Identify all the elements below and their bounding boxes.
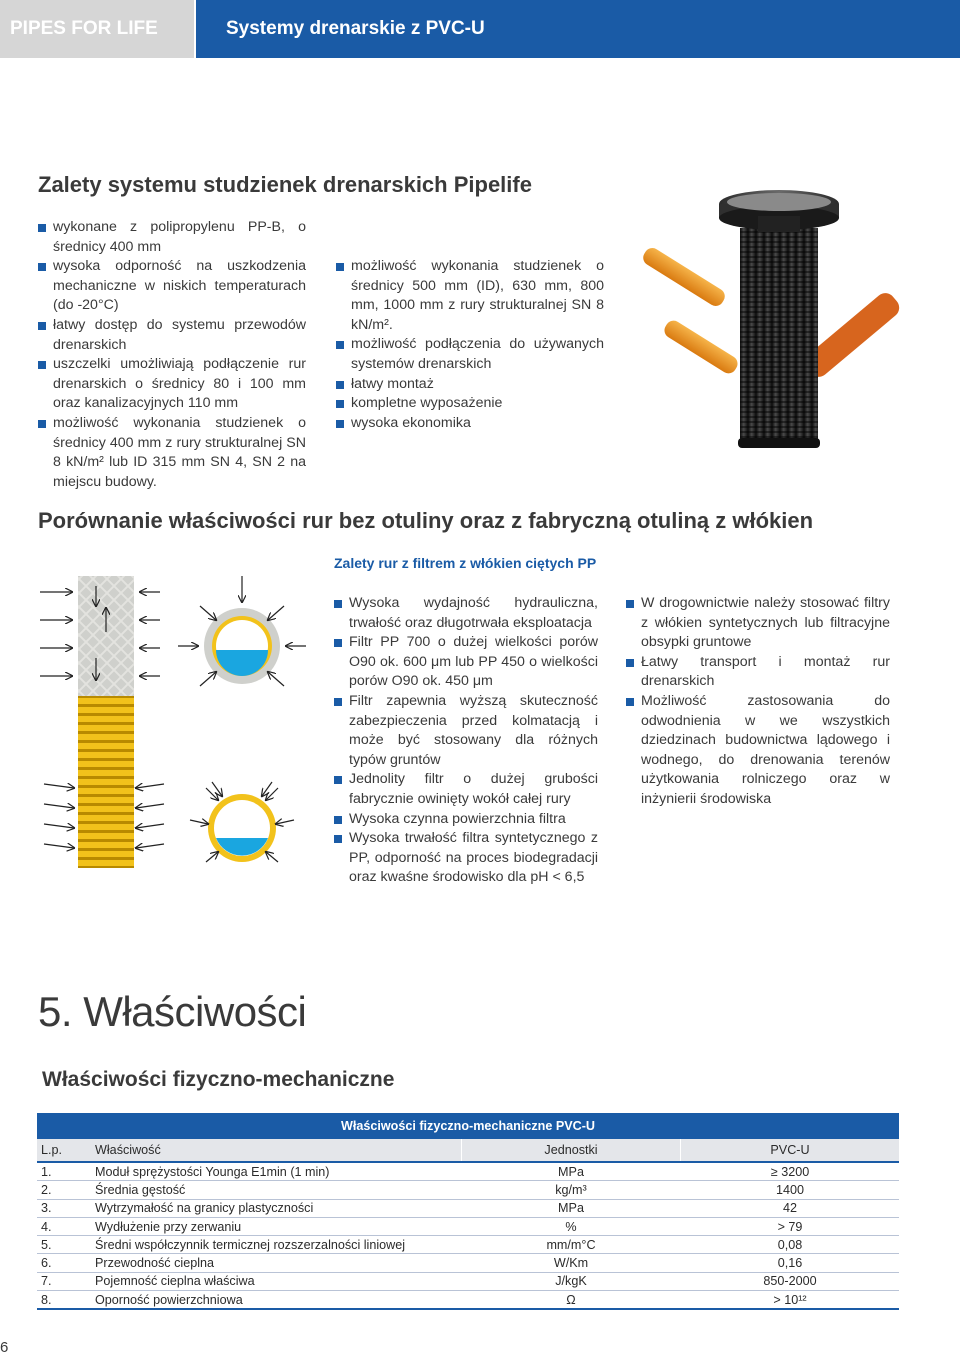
table-cell: % [462,1217,681,1235]
section2-subtitle: Zalety rur z filtrem z włókien ciętych PP [334,555,597,571]
table-row [37,1291,899,1310]
table-row [37,1162,899,1181]
table-cell: 4. [37,1217,91,1235]
table-caption: Właściwości fizyczno-mechaniczne PVC-U [37,1113,899,1139]
column-header: L.p. [37,1139,91,1162]
plain-pipe-side [78,776,134,868]
table-cell: kg/m³ [462,1181,681,1199]
list-item: Jednolity filtr o dużej grubości fabrycznie owinięty wokół całej rury [334,770,598,809]
pipe-left-upper [640,245,728,309]
table-cell: 1400 [681,1181,900,1199]
filtered-pipe-side [78,576,134,776]
table-cell: 2. [37,1181,91,1199]
table-cell: Średnia gęstość [91,1181,462,1199]
section1-title: Zalety systemu studzienek drenarskich Pipelife [38,172,532,197]
table-cell: Ω [462,1291,681,1310]
drainage-well-image [620,188,940,450]
table-header-row [37,1139,899,1162]
section2-title: Porównanie właściwości rur bez otuliny oraz z fabryczną otuliną z włókien [38,508,814,533]
table-cell: > 10¹² [681,1291,900,1310]
list-item: łatwy montaż [336,375,604,395]
section1-list-right [336,257,604,433]
page-header [0,0,960,58]
column-header: Jednostki [462,1139,681,1162]
table-cell: 0,16 [681,1254,900,1272]
list-item: możliwość wykonania studzienek o średnicy 400 mm z rury strukturalnej SN 8 kN/m² lub ID 315 mm SN 4, SN 2 na miejscu budowy. [38,414,306,492]
table-row [37,1254,899,1272]
table-cell: MPa [462,1199,681,1217]
table-cell: ≥ 3200 [681,1162,900,1181]
table-cell: 0,08 [681,1236,900,1254]
table-cell: 1. [37,1162,91,1181]
list-item: uszczelki umożliwiają podłączenie rur drenarskich o średnicy 80 i 100 mm oraz kanalizacyjnych 110 mm [38,355,306,414]
table-row [37,1217,899,1235]
section1-list-left [38,218,306,492]
table-cell: 7. [37,1272,91,1290]
table-section-heading: Właściwości fizyczno-mechaniczne [42,1068,395,1091]
properties-table [37,1113,899,1310]
table-row [37,1236,899,1254]
list-item: kompletne wyposażenie [336,394,604,414]
list-item: możliwość podłączenia do używanych systemów drenarskich [336,335,604,374]
table-cell: 6. [37,1254,91,1272]
list-item: Filtr PP 700 o dużej wielkości porów O90 ok. 600 μm lub PP 450 o wielkości porów O90 ok. 450 μm [334,633,598,692]
list-item: Wysoka czynna powierzchnia filtra [334,810,598,830]
table-cell: J/kgK [462,1272,681,1290]
table-row [37,1181,899,1199]
table-cell: Pojemność cieplna właściwa [91,1272,462,1290]
list-item: wysoka odporność na uszkodzenia mechaniczne w niskich temperaturach (do -20°C) [38,257,306,316]
list-item: Wysoka wydajność hydrauliczna, trwałość oraz długotrwała eksploatacja [334,594,598,633]
list-item: Łatwy transport i montaż rur drenarskich [626,653,890,692]
section2-list-left [334,594,598,888]
pipe-comparison-diagram [30,572,320,872]
list-item: wykonane z polipropylenu PP-B, o średnicy 400 mm [38,218,306,257]
pipe-left-lower [661,318,740,377]
table-cell: 8. [37,1291,91,1310]
table-cell: Wytrzymałość na granicy plastyczności [91,1199,462,1217]
table-cell: 850-2000 [681,1272,900,1290]
column-header: Właściwość [91,1139,462,1162]
list-item: łatwy dostęp do systemu przewodów drenarskich [38,316,306,355]
list-item: wysoka ekonomika [336,414,604,434]
topic-label: Systemy drenarskie z PVC-U [196,0,960,58]
list-item: Możliwość zastosowania do odwodnienia w we wszystkich dziedzinach budownictwa lądowego i wodnego, do drenowania terenów użytkowania rolniczego oraz w inżynierii środowiska [626,692,890,810]
table-cell: Średni współczynnik termicznej rozszerzalności liniowej [91,1236,462,1254]
table-row [37,1199,899,1217]
chapter-heading: 5. Właściwości [38,988,307,1035]
section2-list-right [626,594,890,810]
table-cell: W/Km [462,1254,681,1272]
table-cell: Wydłużenie przy zerwaniu [91,1217,462,1235]
table-cell: 3. [37,1199,91,1217]
table-cell: MPa [462,1162,681,1181]
list-item: Wysoka trwałość filtra syntetycznego z PP, odporność na proces biodegradacji oraz kwaśne środowisko dla pH < 6,5 [334,829,598,888]
brand-label: PIPES FOR LIFE [0,0,194,58]
table-cell: > 79 [681,1217,900,1235]
list-item: Filtr zapewnia wyższą skuteczność zabezpieczenia przed kolmatacją i może być stosowany dla różnych typów gruntów [334,692,598,770]
plain-pipe-section [208,794,276,862]
table-cell: 42 [681,1199,900,1217]
list-item: możliwość wykonania studzienek o średnicy 500 mm (ID), 630 mm, 800 mm, 1000 mm z rury strukturalnej SN 8 kN/m². [336,257,604,335]
page-number: 6 [0,1339,9,1356]
table-cell: Moduł sprężystości Younga E1min (1 min) [91,1162,462,1181]
table-row [37,1272,899,1290]
list-item: W drogownictwie należy stosować filtry z włókien syntetycznych lub filtracyjne obsypki gruntowe [626,594,890,653]
table-cell: Przewodność cieplna [91,1254,462,1272]
table-cell: 5. [37,1236,91,1254]
column-header: PVC-U [681,1139,900,1162]
table-cell: Oporność powierzchniowa [91,1291,462,1310]
table-cell: mm/m°C [462,1236,681,1254]
